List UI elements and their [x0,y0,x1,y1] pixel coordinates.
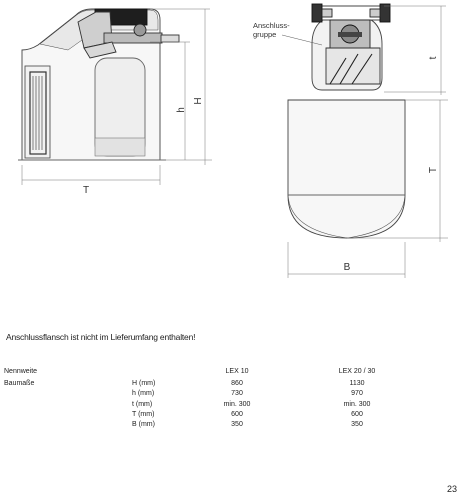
row-label [4,420,132,430]
connection-detail [312,4,390,90]
row-lex2030: 970 [351,390,363,398]
row-label [4,410,132,420]
dim-label-T-front: T [82,185,90,196]
table-row [4,379,417,389]
row-lex2030: 350 [351,421,363,429]
dim-label-T-side: T [428,166,439,174]
side-view [288,100,405,238]
callout-anschlussgruppe: Anschluss- gruppe [253,21,290,39]
row-lex2030: 600 [351,410,363,418]
front-view [18,9,179,160]
dim-label-t: t [428,56,439,60]
table-row [4,420,417,430]
header-nennweite: Nennweite [4,368,38,375]
row-label [4,389,132,399]
header-unit [132,367,177,377]
header-lex2030: LEX 20 / 30 [338,368,376,375]
dim-label-h: h [176,107,187,113]
row-unit: h (mm) [132,390,155,398]
flange-note: Anschlussflansch ist nicht im Lieferumfang enthalten! [6,332,196,342]
row-lex10: min. 300 [223,400,251,408]
row-label [4,400,132,410]
row-unit: t (mm) [132,400,153,408]
row-unit: B (mm) [132,421,155,429]
page-number: 23 [446,484,457,494]
dim-label-B: B [343,262,351,273]
row-label: Baumaße [4,380,35,388]
row-lex10: 860 [231,380,243,388]
table-row [4,410,417,420]
row-lex10: 600 [231,410,243,418]
table-row [4,400,417,410]
row-lex2030: min. 300 [343,400,371,408]
row-lex10: 350 [231,421,243,429]
row-lex10: 730 [231,390,243,398]
header-lex10: LEX 10 [225,368,249,375]
specs-table [4,367,417,430]
row-unit: T (mm) [132,410,155,418]
table-header-row [4,367,417,377]
dim-label-H: H [193,97,204,105]
table-row [4,389,417,399]
row-lex2030: 1130 [349,380,365,388]
row-unit: H (mm) [132,380,156,388]
